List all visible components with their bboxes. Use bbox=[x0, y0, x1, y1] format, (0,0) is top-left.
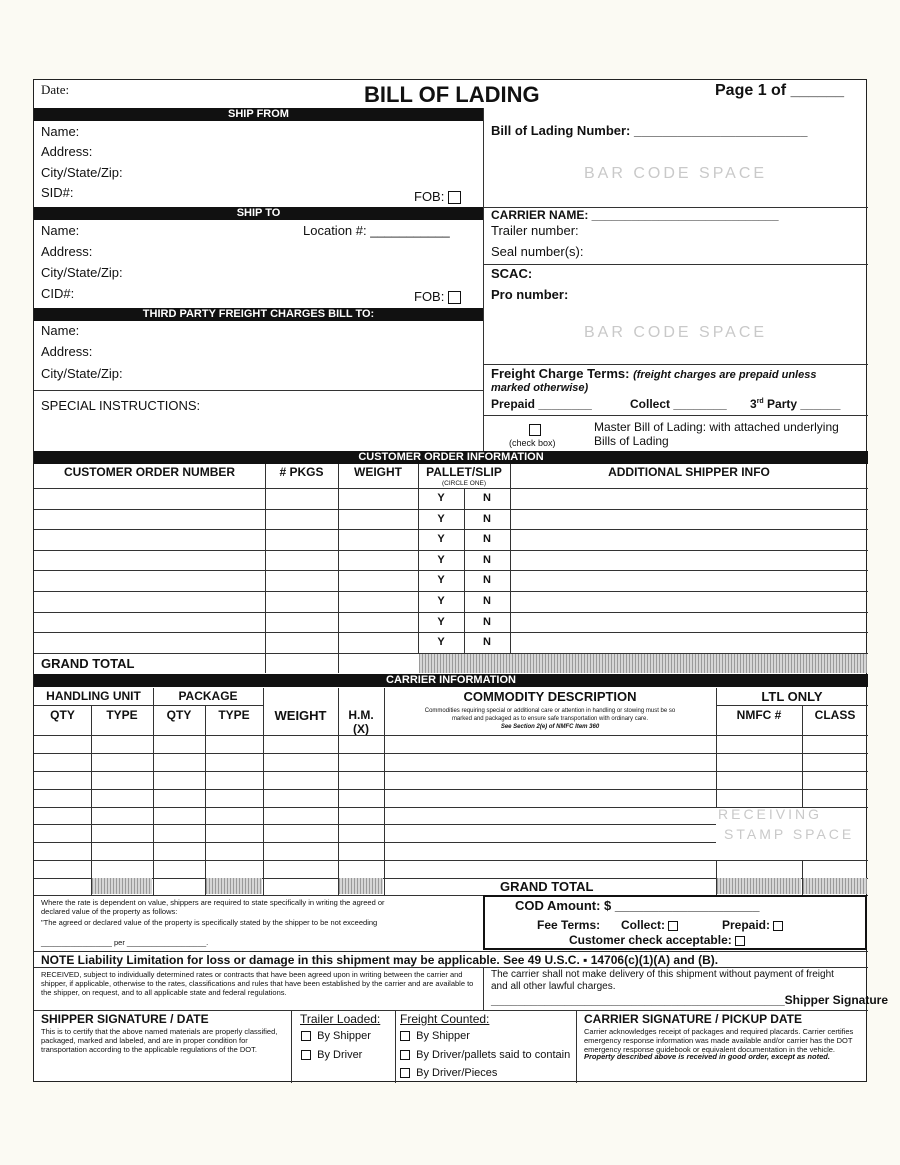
master-bol-text: Master Bill of Lading: with attached underlying bbox=[594, 420, 839, 434]
pro-number[interactable]: Pro number: bbox=[491, 287, 569, 302]
ship-to-location[interactable]: Location #: ___________ bbox=[303, 223, 450, 238]
co-shaded-area bbox=[419, 654, 867, 673]
col-additional-info: ADDITIONAL SHIPPER INFO bbox=[608, 465, 770, 479]
col-customer-order-number: CUSTOMER ORDER NUMBER bbox=[63, 465, 236, 479]
declared-line-2: declared value of the property as follows: bbox=[41, 907, 178, 916]
scac[interactable]: SCAC: bbox=[491, 266, 533, 281]
co-grand-total: GRAND TOTAL bbox=[41, 656, 135, 671]
ci-shade-3 bbox=[339, 878, 383, 894]
declared-line-3: "The agreed or declared value of the property is specifically stated by the shipper to be not exceeding bbox=[41, 918, 378, 927]
carrier-good-order: Property described above is received in good order, except as noted. bbox=[584, 1052, 830, 1061]
slip-no[interactable]: N bbox=[483, 574, 491, 587]
third-party-address[interactable]: Address: bbox=[41, 344, 93, 359]
page-number[interactable]: Page 1 of ______ bbox=[715, 82, 844, 99]
third-party-name[interactable]: Name: bbox=[41, 323, 80, 338]
commodity-note-3: See Section 2(e) of NMFC Item 360 bbox=[500, 724, 600, 730]
col-pkgs: # PKGS bbox=[279, 465, 324, 479]
ship-to-fob: FOB: bbox=[414, 289, 461, 304]
carrier-name[interactable]: CARRIER NAME: ____________________________ bbox=[491, 208, 779, 222]
third-party-header: THIRD PARTY FREIGHT CHARGES BILL TO: bbox=[34, 308, 483, 321]
trailer-by-driver-checkbox[interactable] bbox=[301, 1050, 311, 1060]
slip-no[interactable]: N bbox=[483, 553, 491, 566]
carrier-acknowledgement: Carrier acknowledges receipt of packages and required placards. Carrier certifies emergency response information was made available and/or carrier has the DOT emergency response guidebook or equivalent documentation in the vehicle. bbox=[584, 1027, 854, 1054]
bol-number[interactable]: Bill of Lading Number: ________________________ bbox=[491, 123, 808, 138]
fc-by-shipper[interactable]: By Shipper bbox=[400, 1030, 470, 1042]
ship-from-header: SHIP FROM bbox=[34, 108, 483, 121]
pallet-yes[interactable]: Y bbox=[437, 636, 445, 649]
third-party-field[interactable]: 3rd Party ______ bbox=[750, 397, 841, 411]
freight-counted-title: Freight Counted: bbox=[400, 1012, 490, 1026]
ship-from-city[interactable]: City/State/Zip: bbox=[41, 165, 123, 180]
fc-by-driver-pieces-checkbox[interactable] bbox=[400, 1068, 410, 1078]
freight-terms-note: marked otherwise) bbox=[491, 382, 589, 394]
ship-from-name[interactable]: Name: bbox=[41, 124, 80, 139]
slip-no[interactable]: N bbox=[483, 615, 491, 628]
date-label: Date: bbox=[41, 82, 70, 97]
ship-to-name[interactable]: Name: bbox=[41, 223, 80, 238]
trailer-number[interactable]: Trailer number: bbox=[491, 223, 579, 238]
col-hm-x: (X) bbox=[353, 722, 369, 736]
circle-one: (CIRCLE ONE) bbox=[441, 480, 487, 487]
trailer-by-shipper[interactable]: By Shipper bbox=[301, 1030, 371, 1042]
trailer-loaded-title: Trailer Loaded: bbox=[300, 1012, 381, 1026]
customer-check[interactable]: Customer check acceptable: bbox=[569, 933, 745, 947]
pallet-yes[interactable]: Y bbox=[437, 574, 445, 587]
col-package: PACKAGE bbox=[178, 689, 238, 703]
liability-note: NOTE Liability Limitation for loss or damage in this shipment may be applicable. See 49 U.S.C. ▪ 14706(c)(1)(A) and (B). bbox=[41, 953, 719, 967]
commodity-note: Commodities requiring special or additional care or attention in handling or stowing must be so bbox=[424, 708, 676, 714]
ship-to-cid[interactable]: CID#: bbox=[41, 286, 75, 301]
declared-per[interactable]: _________________ per ___________________. bbox=[41, 938, 209, 947]
barcode-space-2: BAR CODE SPACE bbox=[584, 324, 768, 341]
page-title: BILL OF LADING bbox=[364, 82, 540, 107]
col-ci-weight: WEIGHT bbox=[274, 708, 327, 723]
prepaid-field[interactable]: Prepaid ________ bbox=[491, 397, 592, 411]
ship-to-fob-checkbox[interactable] bbox=[448, 291, 461, 304]
shipper-signature-title[interactable]: SHIPPER SIGNATURE / DATE bbox=[41, 1012, 209, 1026]
col-pkg-qty: QTY bbox=[166, 708, 192, 722]
seal-number[interactable]: Seal number(s): bbox=[491, 244, 584, 259]
ci-grand-total: GRAND TOTAL bbox=[500, 879, 594, 894]
fee-prepaid-checkbox[interactable] bbox=[773, 921, 783, 931]
slip-no[interactable]: N bbox=[483, 636, 491, 649]
bill-of-lading-form bbox=[33, 79, 888, 1082]
col-hu-qty: QTY bbox=[50, 708, 75, 722]
pallet-yes[interactable]: Y bbox=[437, 492, 445, 504]
third-party-city[interactable]: City/State/Zip: bbox=[41, 366, 123, 381]
commodity-note-2: marked and packaged as to ensure safe transportation with ordinary care. bbox=[451, 716, 649, 722]
col-hm: H.M. bbox=[348, 708, 374, 722]
ci-shade-4 bbox=[717, 878, 801, 894]
fc-by-driver-pallets-checkbox[interactable] bbox=[400, 1050, 410, 1060]
fee-collect-checkbox[interactable] bbox=[668, 921, 678, 931]
col-hu-type: TYPE bbox=[106, 708, 138, 722]
special-instructions[interactable]: SPECIAL INSTRUCTIONS: bbox=[41, 398, 201, 413]
ci-shade-2 bbox=[206, 878, 262, 894]
col-handling-unit: HANDLING UNIT bbox=[46, 689, 141, 703]
no-delivery-text: The carrier shall not make delivery of this shipment without payment of freight bbox=[491, 969, 834, 980]
col-weight: WEIGHT bbox=[354, 465, 402, 479]
carrier-info-header: CARRIER INFORMATION bbox=[34, 674, 868, 687]
ci-shade-5 bbox=[803, 878, 867, 894]
slip-no[interactable]: N bbox=[483, 512, 491, 525]
declared-line-1: Where the rate is dependent on value, shippers are required to state specifically in writing the agreed or bbox=[41, 898, 385, 907]
slip-no[interactable]: N bbox=[483, 595, 491, 607]
collect-field[interactable]: Collect ________ bbox=[630, 397, 727, 411]
customer-check-checkbox[interactable] bbox=[735, 936, 745, 946]
check-box-label: (check box) bbox=[509, 438, 556, 448]
ship-from-fob: FOB: bbox=[414, 189, 461, 204]
freight-terms-title: Freight Charge Terms: (freight charges are prepaid unless bbox=[491, 366, 817, 381]
ci-shade-1 bbox=[92, 878, 152, 894]
fc-by-driver-pallets[interactable]: By Driver/pallets said to contain bbox=[400, 1049, 570, 1061]
trailer-by-shipper-checkbox[interactable] bbox=[301, 1031, 311, 1041]
ship-to-header: SHIP TO bbox=[34, 207, 483, 220]
col-commodity: COMMODITY DESCRIPTION bbox=[463, 689, 637, 704]
slip-no[interactable]: N bbox=[483, 492, 491, 504]
receiving-stamp-2: STAMP SPACE bbox=[724, 826, 855, 842]
received-text: RECEIVED, subject to individually determined rates or contracts that have been agreed upon in writing between the carrier and shipper, if applicable, otherwise to the rates, classifications and rules that have been established by the carrier and are available to the shipper, on request, and to all applicable state and federal regulations. bbox=[41, 970, 474, 997]
col-nmfc: NMFC # bbox=[736, 708, 782, 722]
fc-by-shipper-checkbox[interactable] bbox=[400, 1031, 410, 1041]
master-bol-text-2: Bills of Lading bbox=[594, 434, 669, 448]
col-pkg-type: TYPE bbox=[218, 708, 250, 722]
customer-order-header: CUSTOMER ORDER INFORMATION bbox=[34, 451, 868, 464]
ship-to-address[interactable]: Address: bbox=[41, 244, 93, 259]
col-pallet-slip: PALLET/SLIP bbox=[426, 465, 502, 479]
pallet-yes[interactable]: Y bbox=[437, 512, 445, 525]
pallet-yes[interactable]: Y bbox=[437, 615, 445, 628]
master-bol-checkbox[interactable] bbox=[529, 422, 541, 436]
shipper-signature-line[interactable]: ____________________________________________Shipper Signature bbox=[491, 993, 888, 1007]
trailer-by-driver[interactable]: By Driver bbox=[301, 1049, 362, 1061]
fee-terms: Fee Terms: bbox=[537, 918, 601, 932]
shipper-certification: This is to certify that the above named materials are properly classified, packaged, marked and labeled, and are in proper condition for transportation according to the applicable regulations of the DOT. bbox=[41, 1027, 278, 1054]
no-delivery-text-2: and all other lawful charges. bbox=[491, 981, 616, 992]
col-ltl-only: LTL ONLY bbox=[761, 689, 823, 704]
fee-collect[interactable]: Collect: bbox=[621, 918, 678, 932]
ship-to-city[interactable]: City/State/Zip: bbox=[41, 265, 123, 280]
ship-from-address[interactable]: Address: bbox=[41, 144, 93, 159]
pallet-yes[interactable]: Y bbox=[437, 595, 445, 607]
receiving-stamp-1: RECEIVING bbox=[718, 806, 823, 822]
carrier-signature-title[interactable]: CARRIER SIGNATURE / PICKUP DATE bbox=[584, 1012, 803, 1026]
fc-by-driver-pieces[interactable]: By Driver/Pieces bbox=[400, 1067, 497, 1079]
barcode-space-1: BAR CODE SPACE bbox=[584, 165, 768, 182]
pallet-yes[interactable]: Y bbox=[437, 553, 445, 566]
cod-amount[interactable]: COD Amount: $ ____________________ bbox=[515, 898, 760, 913]
fee-prepaid[interactable]: Prepaid: bbox=[722, 918, 783, 932]
ship-from-sid[interactable]: SID#: bbox=[41, 185, 74, 200]
pallet-yes[interactable]: Y bbox=[437, 533, 445, 546]
slip-no[interactable]: N bbox=[483, 533, 491, 546]
ship-from-fob-checkbox[interactable] bbox=[448, 191, 461, 204]
col-class: CLASS bbox=[814, 708, 856, 722]
